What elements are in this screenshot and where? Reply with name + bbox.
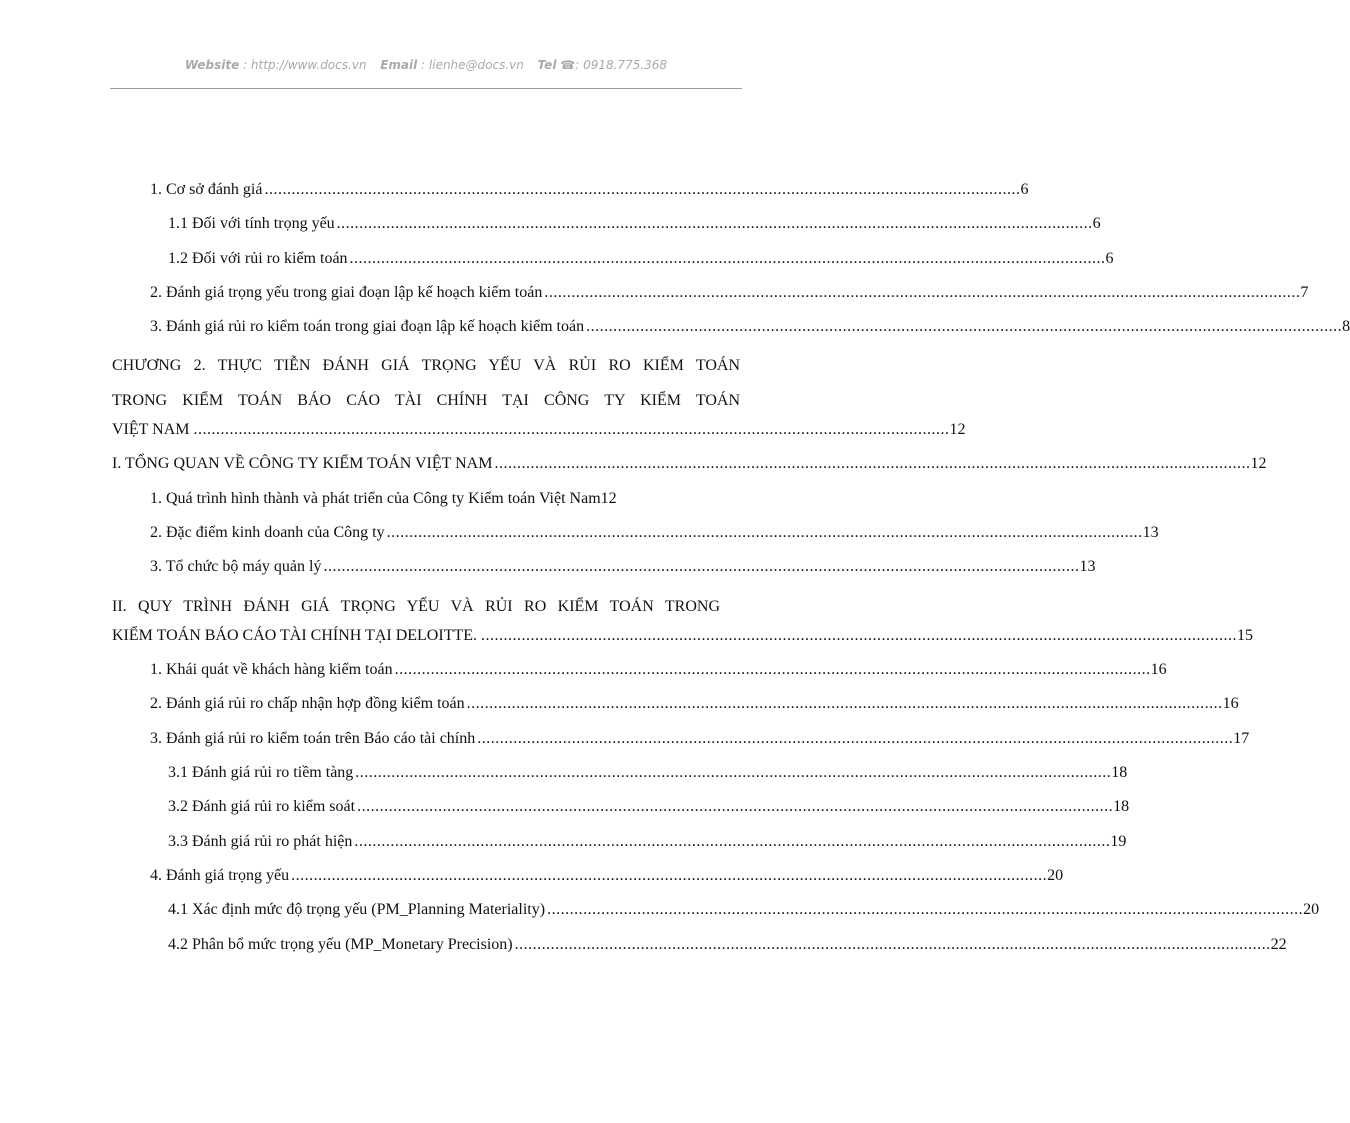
toc-entry-title: 1. Khái quát về khách hàng kiểm toán [150, 661, 393, 679]
toc-leader: ........................................................................................................................................................................ [477, 729, 1234, 747]
toc-entry-page: 22 [1270, 935, 1287, 953]
toc-entry-page: 20 [1047, 866, 1064, 884]
toc-entry[interactable] [112, 178, 1029, 212]
toc-leader: ........................................................................................................................................................................ [336, 215, 1093, 233]
toc-entry-page: 17 [1233, 729, 1250, 747]
toc-entry-title: 3. Đánh giá rủi ro kiểm toán trong giai đoạn lập kế hoạch kiểm toán [150, 318, 585, 336]
tel-value: : 0918.775.368 [575, 58, 668, 72]
toc-entry-page: 6 [1092, 215, 1101, 233]
toc-entry[interactable] [112, 521, 1159, 555]
toc-leader: ........................................................................................................................................................................ [323, 558, 1080, 576]
toc-entry-title: 4.1 Xác định mức độ trọng yếu (PM_Planning Materiality) [168, 901, 546, 919]
toc-leader: ........................................................................................................................................................................ [291, 866, 1048, 884]
toc-entry[interactable] [112, 761, 1128, 795]
toc-entry-title: 1.1 Đối với tính trọng yếu [168, 215, 335, 233]
toc-entry[interactable] [112, 487, 712, 521]
page-header [110, 58, 742, 72]
toc-entry-title-line: KIỂM TOÁN BÁO CÁO TÀI CHÍNH TẠI DELOITTE. [112, 626, 478, 644]
toc-entry-page: 16 [1150, 661, 1167, 679]
toc-entry-title: I. TỔNG QUAN VỀ CÔNG TY KIỂM TOÁN VIỆT NAM [112, 455, 493, 473]
toc-leader: ........................................................................................................................................................................ [547, 901, 1304, 919]
toc-entry-page: 12 [600, 489, 617, 507]
toc-entry-title: 3. Đánh giá rủi ro kiểm toán trên Báo cáo tài chính [150, 729, 476, 747]
toc-entry-title-line: CHƯƠNG 2. THỰC TIỄN ĐÁNH GIÁ TRỌNG YẾU VÀ RỦI RO KIỂM TOÁN [112, 357, 740, 375]
toc-leader: ........................................................................................................................................................................ [544, 283, 1301, 301]
toc-leader: ........................................................................................................................................................................ [586, 318, 1343, 336]
toc-entry[interactable] [112, 898, 1320, 932]
website-label: Website [184, 58, 240, 72]
toc-entry-title-line: II. QUY TRÌNH ĐÁNH GIÁ TRỌNG YẾU VÀ RỦI RO KIỂM TOÁN TRONG [112, 597, 720, 615]
toc-entry-title: 3.3 Đánh giá rủi ro phát hiện [168, 832, 353, 850]
table-of-contents [112, 178, 1350, 967]
toc-entry-title: 2. Đánh giá trọng yếu trong giai đoạn lập kế hoạch kiểm toán [150, 283, 543, 301]
toc-entry[interactable] [112, 315, 1350, 349]
toc-entry[interactable] [112, 212, 1101, 246]
toc-entry[interactable] [112, 933, 1287, 967]
toc-entry-title: 3.1 Đánh giá rủi ro tiềm tàng [168, 764, 354, 782]
toc-entry[interactable] [112, 452, 1267, 486]
toc-entry[interactable] [112, 830, 1127, 864]
toc-leader: ........................................................................................................................................................................ [466, 695, 1223, 713]
email-label: Email [380, 58, 418, 72]
toc-entry-page: 15 [1237, 626, 1254, 644]
toc-leader: ........................................................................................................................................................................ [349, 249, 1106, 267]
toc-entry[interactable] [112, 555, 1096, 589]
toc-entry[interactable] [112, 795, 1130, 829]
toc-entry-title: 4. Đánh giá trọng yếu [150, 866, 290, 884]
toc-entry-page: 13 [1142, 523, 1159, 541]
toc-entry-page: 18 [1111, 764, 1128, 782]
toc-entry-page: 19 [1110, 832, 1127, 850]
toc-entry-title-line: TRONG KIỂM TOÁN BÁO CÁO TÀI CHÍNH TẠI CÔNG TY KIỂM TOÁN [112, 391, 740, 409]
toc-leader: ........................................................................................................................................................................ [357, 798, 1114, 816]
toc-entry-section-2[interactable] [112, 590, 1254, 659]
toc-leader: ........................................................................................................................................................................ [394, 661, 1151, 679]
toc-entry[interactable] [112, 692, 1239, 726]
toc-entry-chapter-2[interactable] [112, 349, 966, 452]
toc-entry-title-line: VIỆT NAM [112, 421, 190, 439]
toc-leader: ........................................................................................................................................................................ [354, 832, 1111, 850]
toc-entry-page: 6 [1105, 249, 1114, 267]
toc-leader: ........................................................................................................................................................................ [355, 764, 1112, 782]
toc-entry-title: 2. Đánh giá rủi ro chấp nhận hợp đồng kiểm toán [150, 695, 465, 713]
toc-leader: ........................................................................................................................................................................ [264, 181, 1021, 198]
toc-entry[interactable] [112, 658, 1167, 692]
toc-leader: ........................................................................................................................................................................ [386, 523, 1143, 541]
email-value[interactable]: : lienhe@docs.vn [421, 58, 524, 72]
toc-entry-title: 3.2 Đánh giá rủi ro kiểm soát [168, 798, 356, 816]
phone-icon: ☎ [560, 58, 576, 72]
toc-entry[interactable] [112, 247, 1114, 281]
toc-entry-page: 16 [1222, 695, 1239, 713]
toc-entry-page: 12 [949, 421, 966, 439]
toc-leader: ........................................................................................................................................................................ [494, 455, 1251, 473]
toc-entry-title: 1.2 Đối với rủi ro kiểm toán [168, 249, 348, 267]
toc-entry-title: 1. Quá trình hình thành và phát triển của Công ty Kiểm toán Việt Nam [150, 489, 601, 507]
toc-entry[interactable] [112, 864, 1064, 898]
toc-leader: ........................................................................................................................................................................ [514, 935, 1271, 953]
toc-entry-page: 18 [1113, 798, 1130, 816]
toc-leader: ........................................................................................................................................................................ [481, 626, 1238, 644]
toc-leader: ........................................................................................................................................................................ [193, 421, 950, 439]
toc-entry-page: 13 [1079, 558, 1096, 576]
toc-entry-page: 12 [1250, 455, 1267, 473]
toc-entry-page: 20 [1303, 901, 1320, 919]
toc-entry-title: 3. Tổ chức bộ máy quản lý [150, 558, 322, 576]
website-value[interactable]: : http://www.docs.vn [243, 58, 367, 72]
toc-entry-page: 6 [1020, 181, 1029, 198]
toc-entry-title: 2. Đặc điểm kinh doanh của Công ty [150, 523, 385, 541]
tel-label: Tel [537, 58, 557, 72]
toc-entry[interactable] [112, 727, 1250, 761]
header-divider [110, 88, 742, 89]
toc-entry-page: 8 [1342, 318, 1350, 336]
toc-entry-title: 1. Cơ sở đánh giá [150, 181, 263, 198]
toc-entry-title: 4.2 Phân bổ mức trọng yếu (MP_Monetary Precision) [168, 935, 513, 953]
toc-entry-page: 7 [1300, 283, 1309, 301]
toc-entry[interactable] [112, 281, 1309, 315]
